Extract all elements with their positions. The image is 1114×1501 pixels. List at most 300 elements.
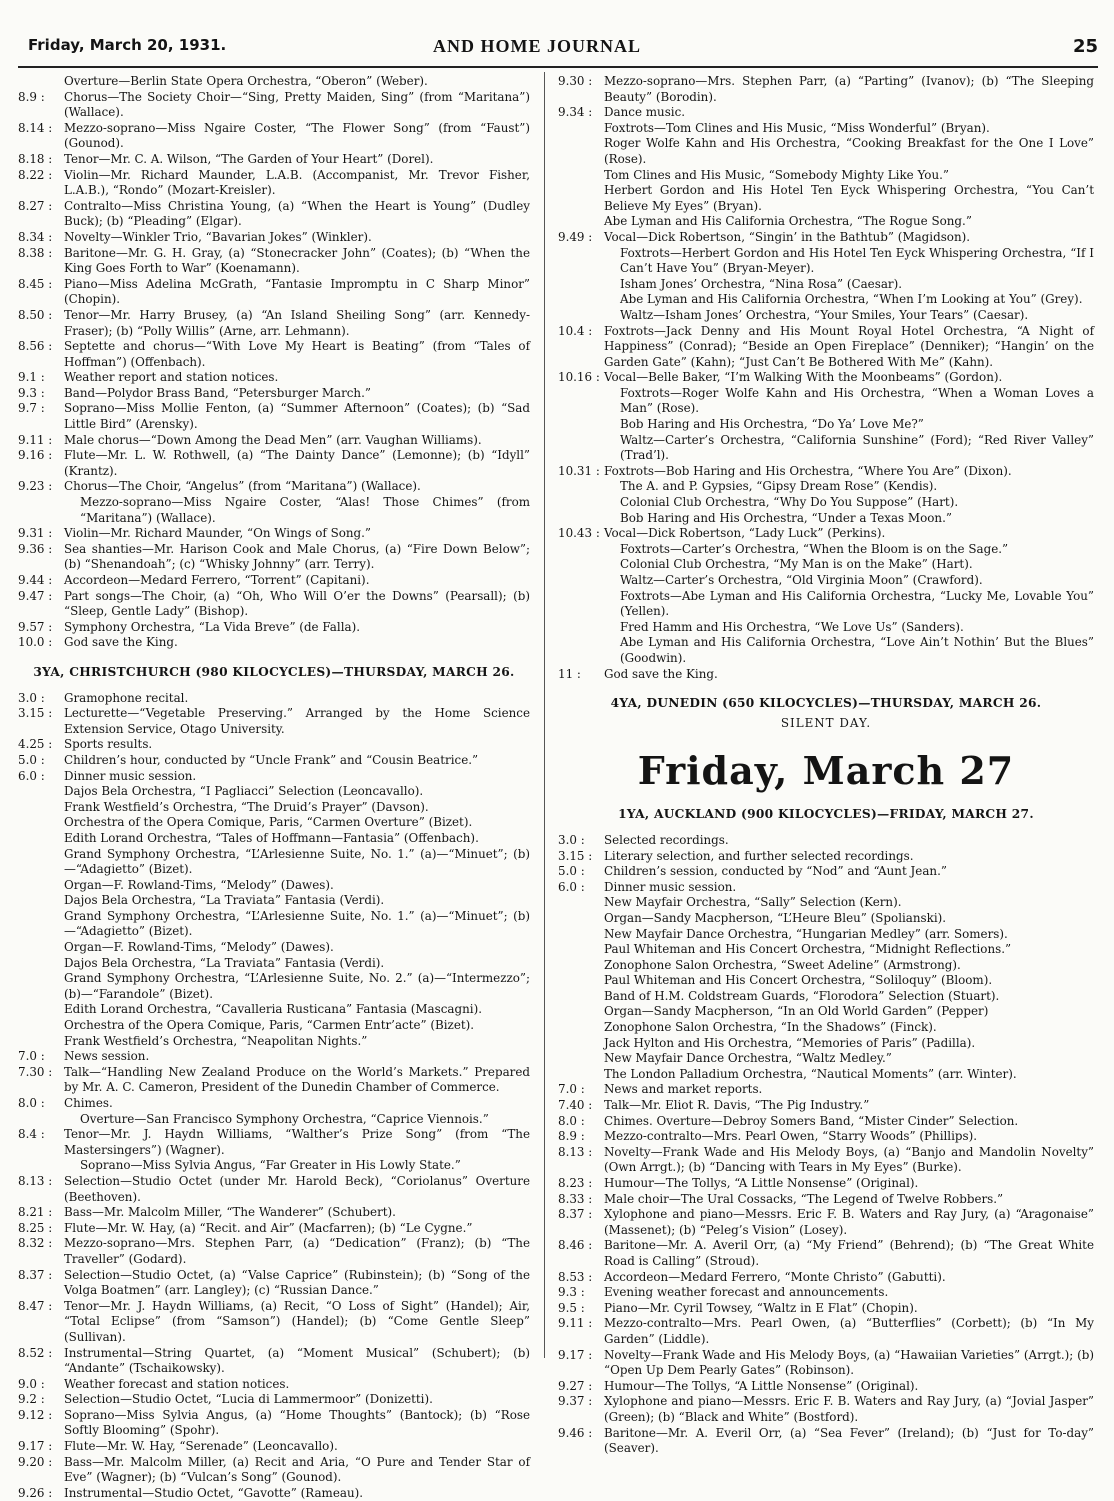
entry-time: 8.21 :	[18, 1205, 53, 1220]
entry-text	[602, 1316, 1094, 1347]
music-item	[558, 214, 1094, 230]
entry-line: Violin—Mr. Richard Maunder, L.A.B. (Accompanist, Mr. Trevor Fisher, L.A.B.), “Rondo” (Mozart-Kreisler).	[64, 167, 530, 198]
program-entry	[18, 90, 530, 121]
entry-line: Talk—“Handling New Zealand Produce on the World’s Markets.” Prepared by Mr. A. C. Cameron, President of the Dunedin Chamber of Commerce.	[64, 1064, 530, 1095]
program-entry	[18, 246, 530, 277]
left-dinner-music-list	[18, 784, 530, 1049]
entry-text	[62, 386, 530, 402]
music-item	[558, 1067, 1094, 1083]
entry-text	[602, 370, 1094, 464]
program-entry	[558, 1285, 1094, 1301]
program-entry	[18, 308, 530, 339]
entry-line: Instrumental—String Quartet, (a) “Moment Musical” (Schubert); (b) “Andante” (Tschaikowsky).	[64, 1345, 530, 1376]
entry-text	[602, 1285, 1094, 1301]
music-item-text: Organ—Sandy Macpherson, “L’Heure Bleu” (Spolianski).	[604, 910, 947, 925]
entry-time: 8.27 :	[18, 198, 53, 213]
music-item	[558, 121, 1094, 137]
entry-time: 10.0 :	[18, 635, 53, 650]
program-entry	[18, 121, 530, 152]
entry-line: Chimes.	[64, 1096, 113, 1110]
entry-text	[62, 308, 530, 339]
program-entry	[558, 1207, 1094, 1238]
entry-line: Foxtrots—Jack Denny and His Mount Royal Hotel Orchestra, “A Night of Happiness” (Conrad); “Beside an Open Fireplace” (Denniker); “Hangin’ on the Garden Gate” (Kahn); “Just Can’t Be Bothered With Me” (Kahn).	[604, 323, 1094, 369]
entry-time: 8.9 :	[18, 89, 45, 104]
entry-time: 8.25 :	[18, 1220, 53, 1235]
program-entry	[18, 691, 530, 707]
music-item-text: Paul Whiteman and His Concert Orchestra, “Soliloquy” (Bloom).	[604, 973, 993, 988]
entry-time: 9.0 :	[18, 1376, 45, 1391]
entry-time: 3.0 :	[558, 832, 585, 847]
program-entry	[558, 1379, 1094, 1395]
entry-text	[602, 74, 1094, 105]
program-entry	[18, 526, 530, 542]
program-entry	[18, 1268, 530, 1299]
music-item	[18, 971, 530, 1002]
entry-text	[62, 1127, 530, 1174]
entry-line: Male choir—The Ural Cossacks, “The Legend of Twelve Robbers.”	[604, 1191, 1004, 1206]
entry-time: 8.18 :	[18, 151, 53, 166]
entry-line: Foxtrots—Carter’s Orchestra, “When the Bloom is on the Sage.”	[620, 541, 1009, 556]
entry-text	[62, 168, 530, 199]
entry-text	[602, 1270, 1094, 1286]
entry-time: 9.44 :	[18, 573, 53, 587]
entry-text	[62, 635, 530, 651]
music-item	[18, 815, 530, 831]
entry-time: 9.2 :	[18, 1392, 45, 1407]
entry-line: Mezzo-soprano—Miss Ngaire Coster, “Alas! Those Chimes” (from “Maritana”) (Wallace).	[80, 495, 530, 525]
music-item	[18, 956, 530, 972]
entry-line: Septette and chorus—“With Love My Heart is Beating” (from “Tales of Hoffman”) (Offenbach).	[64, 339, 530, 369]
entry-time: 7.40 :	[558, 1098, 593, 1113]
right-program-block-3	[558, 833, 1094, 895]
entry-time: 7.0 :	[18, 1049, 45, 1064]
entry-time: 9.17 :	[558, 1347, 593, 1362]
entry-text	[62, 526, 530, 542]
entry-text	[602, 1207, 1094, 1238]
entry-time: 9.17 :	[18, 1439, 53, 1454]
entry-line: Novelty—Frank Wade and His Melody Boys, (a) “Hawaiian Varieties” (Arrgt.); (b) “Open Up Dem Pearly Gates” (Robinson).	[604, 1347, 1094, 1378]
entry-time: 8.45 :	[18, 276, 53, 291]
entry-line: Children’s hour, conducted by “Uncle Frank” and “Cousin Beatrice.”	[64, 752, 479, 767]
music-item-text: Grand Symphony Orchestra, “L’Arlesienne Suite, No. 1.” (a)—“Minuet”; (b)—“Adagietto” (Bizet).	[64, 846, 530, 877]
program-entry	[558, 1098, 1094, 1114]
music-item-text: Dajos Bela Orchestra, “I Pagliacci” Selection (Leoncavallo).	[64, 784, 424, 799]
program-entry	[18, 1408, 530, 1439]
issue-date: Friday, March 20, 1931.	[28, 36, 227, 54]
program-entry	[558, 1238, 1094, 1269]
music-item	[558, 1004, 1094, 1020]
entry-time: 8.9 :	[558, 1129, 585, 1144]
music-item-text: New Mayfair Dance Orchestra, “Hungarian Medley” (arr. Somers).	[604, 926, 1008, 941]
entry-line: Tenor—Mr. C. A. Wilson, “The Garden of Your Heart” (Dorel).	[64, 151, 434, 166]
music-item	[18, 1018, 530, 1034]
entry-text	[602, 833, 1094, 849]
entry-time: 8.22 :	[18, 167, 53, 182]
entry-line: Baritone—Mr. A. Everil Orr, (a) “Sea Fever” (Ireland); (b) “Just for To-day” (Seaver).	[604, 1425, 1094, 1456]
music-item-text: Orchestra of the Opera Comique, Paris, “Carmen Entr’acte” (Bizet).	[64, 1018, 475, 1033]
program-entry	[18, 479, 530, 526]
entry-text	[62, 1377, 530, 1393]
entry-line: Abe Lyman and His California Orchestra, “When I’m Looking at You” (Grey).	[620, 292, 1083, 307]
entry-text	[62, 573, 530, 589]
entry-time: 9.47 :	[18, 588, 53, 603]
entry-time: 9.46 :	[558, 1425, 593, 1440]
program-entry	[558, 1270, 1094, 1286]
entry-time: 6.0 :	[18, 768, 45, 783]
music-item	[558, 136, 1094, 167]
entry-line: Weather forecast and station notices.	[64, 1376, 290, 1391]
entry-text	[602, 230, 1094, 324]
right-dance-music-list	[558, 121, 1094, 230]
music-item-text: Tom Clines and His Music, “Somebody Mighty Like You.”	[604, 167, 949, 182]
entry-text	[62, 706, 530, 737]
entry-text	[602, 880, 1094, 896]
entry-line: Symphony Orchestra, “La Vida Breve” (de Falla).	[64, 619, 361, 634]
entry-text	[62, 121, 530, 152]
entry-time: 9.31 :	[18, 526, 53, 541]
program-entry	[558, 1082, 1094, 1098]
entry-text	[62, 199, 530, 230]
program-entry	[18, 769, 530, 785]
music-item-text: Herbert Gordon and His Hotel Ten Eyck Whispering Orchestra, “You Can’t Believe My Eyes” (Bryan).	[604, 183, 1094, 213]
entry-line: News session.	[64, 1049, 150, 1064]
entry-text	[602, 849, 1094, 865]
entry-line: Bass—Mr. Malcolm Miller, (a) Recit and Aria, “O Pure and Tender Star of Eve” (Wagner); (b) “Vulcan’s Song” (Gounod).	[64, 1454, 530, 1485]
program-entry	[18, 1205, 530, 1221]
entry-line: Piano—Mr. Cyril Towsey, “Waltz in E Flat” (Chopin).	[604, 1300, 918, 1315]
music-item	[18, 878, 530, 894]
right-program-block-4	[558, 1082, 1094, 1456]
music-item	[18, 1034, 530, 1050]
journal-title: AND HOME JOURNAL	[433, 36, 641, 56]
right-program-block-1	[558, 74, 1094, 121]
program-entry	[558, 1426, 1094, 1457]
entry-line: Gramophone recital.	[64, 690, 189, 705]
entry-line: Lecturette—“Vegetable Preserving.” Arranged by the Home Science Extension Service, Otago University.	[64, 706, 530, 736]
entry-text	[62, 74, 530, 90]
entry-line: Xylophone and piano—Messrs. Eric F. B. Waters and Ray Jury, (a) “Aragonaise” (Massenet); (b) “Peleg’s Vision” (Losey).	[604, 1207, 1094, 1237]
entry-line: Tenor—Mr. J. Haydn Williams, (a) Recit, “O Loss of Sight” (Handel); Air, “Total Eclipse” (from “Samson”) (Handel); (b) “Come Gentle Sleep” (Sullivan).	[64, 1298, 530, 1344]
entry-line: Waltz—Carter’s Orchestra, “California Sunshine” (Ford); “Red River Valley” (Trad’l).	[620, 432, 1094, 463]
entry-line: Chimes. Overture—Debroy Somers Band, “Mister Cinder” Selection.	[604, 1113, 1019, 1128]
entry-time: 8.53 :	[558, 1269, 593, 1284]
entry-text	[62, 1268, 530, 1299]
day-title: Friday, March 27	[637, 748, 1015, 794]
program-entry	[18, 1486, 530, 1501]
entry-line: Soprano—Miss Mollie Fenton, (a) “Summer Afternoon” (Coates); (b) “Sad Little Bird” (Arensky).	[64, 401, 530, 432]
entry-line: God save the King.	[604, 666, 718, 681]
entry-line: Colonial Club Orchestra, “Why Do You Suppose” (Hart).	[620, 495, 959, 510]
entry-time: 8.32 :	[18, 1236, 53, 1251]
entry-line: Male chorus—“Down Among the Dead Men” (arr. Vaughan Williams).	[64, 432, 482, 447]
program-entry	[558, 370, 1094, 464]
entry-time: 9.12 :	[18, 1407, 53, 1422]
entry-text	[602, 1129, 1094, 1145]
entry-line: Bass—Mr. Malcolm Miller, “The Wanderer” (Schubert).	[64, 1205, 396, 1220]
entry-time: 11 :	[558, 666, 581, 681]
entry-text	[62, 277, 530, 308]
entry-line: Weather report and station notices.	[64, 370, 279, 385]
entry-line: Foxtrots—Roger Wolfe Kahn and His Orchestra, “When a Woman Loves a Man” (Rose).	[620, 385, 1094, 416]
entry-text	[62, 1236, 530, 1267]
entry-line: Flute—Mr. W. Hay, “Serenade” (Leoncavallo).	[64, 1439, 338, 1454]
program-entry	[18, 1127, 530, 1174]
left-program-block-2	[18, 691, 530, 785]
program-entry	[558, 667, 1094, 683]
program-entry	[558, 849, 1094, 865]
entry-text	[62, 433, 530, 449]
program-entry	[18, 542, 530, 573]
program-entry	[18, 168, 530, 199]
program-entry	[18, 589, 530, 620]
entry-line: Isham Jones’ Orchestra, “Nina Rosa” (Caesar).	[620, 276, 903, 291]
entry-text	[602, 1098, 1094, 1114]
entry-time: 9.7 :	[18, 401, 45, 416]
entry-time: 8.34 :	[18, 229, 53, 244]
music-item-text: New Mayfair Dance Orchestra, “Waltz Medley.”	[604, 1051, 892, 1066]
entry-line: Tenor—Mr. J. Haydn Williams, “Walther’s Prize Song” (from “The Mastersingers”) (Wagner).	[64, 1127, 530, 1157]
entry-text	[602, 324, 1094, 371]
entry-time: 9.49 :	[558, 229, 593, 244]
entry-line: Violin—Mr. Richard Maunder, “On Wings of Song.”	[64, 526, 372, 541]
entry-time: 9.37 :	[558, 1394, 593, 1409]
entry-line: Selection—Studio Octet (under Mr. Harold Beck), “Coriolanus” Overture (Beethoven).	[64, 1173, 530, 1204]
music-item-text: Frank Westfield’s Orchestra, “The Druid’s Prayer” (Davson).	[64, 799, 429, 814]
music-item	[558, 1051, 1094, 1067]
entry-line: Children’s session, conducted by “Nod” and “Aunt Jean.”	[604, 864, 947, 879]
entry-line: Flute—Mr. W. Hay, (a) “Recit. and Air” (Macfarren); (b) “Le Cygne.”	[64, 1220, 473, 1235]
header-rule	[18, 66, 1098, 68]
music-item-text: Zonophone Salon Orchestra, “Sweet Adeline” (Armstrong).	[604, 957, 961, 972]
entry-line: Selection—Studio Octet, “Lucia di Lammermoor” (Donizetti).	[64, 1392, 433, 1407]
music-item	[18, 909, 530, 940]
entry-line: Vocal—Dick Robertson, “Singin’ in the Bathtub” (Magidson).	[604, 229, 971, 244]
right-column	[558, 74, 1094, 1457]
entry-line: Mezzo-contralto—Mrs. Pearl Owen, (a) “Butterflies” (Corbett); (b) “In My Garden” (Liddle).	[604, 1316, 1094, 1346]
entry-line: Literary selection, and further selected recordings.	[604, 848, 914, 863]
entry-text	[62, 1486, 530, 1501]
program-entry	[558, 1129, 1094, 1145]
program-entry	[18, 230, 530, 246]
entry-line: The A. and P. Gypsies, “Gipsy Dream Rose” (Kendis).	[620, 479, 938, 494]
entry-time: 8.50 :	[18, 307, 53, 322]
music-item-text: Organ—Sandy Macpherson, “In an Old World Garden” (Pepper)	[604, 1004, 989, 1019]
program-entry	[18, 370, 530, 386]
music-item-text: Abe Lyman and His California Orchestra, “The Rogue Song.”	[604, 214, 972, 229]
entry-text	[62, 90, 530, 121]
program-entry	[18, 1236, 530, 1267]
program-entry	[18, 573, 530, 589]
entry-text	[62, 589, 530, 620]
entry-line: Baritone—Mr. G. H. Gray, (a) “Stonecracker John” (Coates); (b) “When the King Goes Forth to War” (Koenamann).	[64, 245, 530, 276]
entry-line: Bob Haring and His Orchestra, “Do Ya’ Love Me?”	[620, 417, 924, 432]
entry-line: Part songs—The Choir, (a) “Oh, Who Will O’er the Downs” (Pearsall); (b) “Sleep, Gentle Lady” (Bishop).	[64, 588, 530, 619]
entry-line: News and market reports.	[604, 1082, 763, 1097]
program-entry	[18, 1096, 530, 1127]
music-item	[558, 973, 1094, 989]
entry-text	[62, 620, 530, 636]
music-item	[558, 1020, 1094, 1036]
entry-text	[602, 1301, 1094, 1317]
music-item-text: Jack Hylton and His Orchestra, “Memories of Paris” (Padilla).	[604, 1035, 976, 1050]
program-entry	[558, 105, 1094, 121]
music-item-text: Edith Lorand Orchestra, “Tales of Hoffmann—Fantasia” (Offenbach).	[64, 830, 479, 845]
entry-text	[602, 526, 1094, 666]
program-entry	[558, 1316, 1094, 1347]
entry-line: Waltz—Carter’s Orchestra, “Old Virginia Moon” (Crawford).	[620, 573, 983, 587]
entry-time: 9.5 :	[558, 1300, 585, 1315]
entry-text	[62, 542, 530, 573]
entry-line: Waltz—Isham Jones’ Orchestra, “Your Smiles, Your Tears” (Caesar).	[620, 307, 1029, 322]
program-entry	[558, 1301, 1094, 1317]
entry-line: Overture—San Francisco Symphony Orchestra, “Caprice Viennois.”	[80, 1111, 489, 1126]
entry-line: Contralto—Miss Christina Young, (a) “When the Heart is Young” (Dudley Buck); (b) “Pleading” (Elgar).	[64, 198, 530, 229]
left-program-block-3	[18, 1049, 530, 1501]
entry-text	[62, 230, 530, 246]
entry-time: 10.31 :	[558, 463, 600, 478]
music-item-text: Frank Westfield’s Orchestra, “Neapolitan Nights.”	[64, 1033, 368, 1048]
entry-line: Overture—Berlin State Opera Orchestra, “Oberon” (Weber).	[64, 74, 428, 88]
entry-time: 9.30 :	[558, 74, 593, 88]
entry-text	[62, 1096, 530, 1127]
entry-line: Foxtrots—Herbert Gordon and His Hotel Ten Eyck Whispering Orchestra, “If I Can’t Have You” (Bryan-Meyer).	[620, 245, 1094, 276]
entry-time: 8.56 :	[18, 339, 53, 354]
entry-time: 8.13 :	[558, 1144, 593, 1159]
entry-line: Sea shanties—Mr. Harison Cook and Male Chorus, (a) “Fire Down Below”; (b) “Shenandoah”; (c) “Whisky Johnny” (arr. Terry).	[64, 541, 530, 572]
entry-text	[62, 753, 530, 769]
entry-line: Instrumental—Studio Octet, “Gavotte” (Rameau).	[64, 1485, 364, 1500]
entry-time: 8.37 :	[558, 1207, 593, 1222]
program-entry	[18, 1439, 530, 1455]
program-entry	[558, 74, 1094, 105]
music-item	[18, 893, 530, 909]
music-item	[558, 183, 1094, 214]
entry-text	[62, 1439, 530, 1455]
page-number: 25	[1072, 36, 1098, 57]
program-entry	[558, 880, 1094, 896]
entry-line: Mezzo-soprano—Miss Ngaire Coster, “The Flower Song” (from “Faust”) (Gounod).	[64, 120, 530, 151]
entry-time: 10.4 :	[558, 323, 593, 338]
entry-text	[602, 1176, 1094, 1192]
station-heading-1ya: 1YA, AUCKLAND (900 KILOCYCLES)—FRIDAY, MARCH 27.	[618, 807, 1034, 822]
program-entry	[18, 706, 530, 737]
entry-time: 6.0 :	[558, 879, 585, 894]
program-entry	[18, 1346, 530, 1377]
entry-time: 3.15 :	[558, 848, 593, 863]
entry-text	[62, 1408, 530, 1439]
music-item-text: Zonophone Salon Orchestra, “In the Shadows” (Finck).	[604, 1020, 937, 1035]
music-item	[558, 895, 1094, 911]
entry-text	[602, 1394, 1094, 1425]
entry-time: 8.38 :	[18, 245, 53, 260]
entry-text	[602, 464, 1094, 526]
program-entry	[558, 230, 1094, 324]
entry-line: Abe Lyman and His California Orchestra, “Love Ain’t Nothin’ But the Blues” (Goodwin).	[620, 635, 1094, 665]
entry-time: 8.23 :	[558, 1176, 593, 1190]
music-item-text: Roger Wolfe Kahn and His Orchestra, “Cooking Breakfast for the One I Love” (Rose).	[604, 136, 1094, 166]
entry-time: 9.3 :	[558, 1285, 585, 1300]
entry-time: 8.0 :	[18, 1096, 45, 1110]
program-entry	[18, 386, 530, 402]
entry-time: 3.15 :	[18, 706, 53, 721]
entry-text	[62, 1221, 530, 1237]
music-item-text: Edith Lorand Orchestra, “Cavalleria Rusticana” Fantasia (Mascagni).	[64, 1002, 482, 1017]
program-entry	[18, 448, 530, 479]
program-entry	[18, 1392, 530, 1408]
music-item-text: Foxtrots—Tom Clines and His Music, “Miss Wonderful” (Bryan).	[604, 120, 990, 135]
entry-time: 9.23 :	[18, 479, 53, 494]
entry-time: 9.11 :	[18, 432, 53, 447]
entry-line: Flute—Mr. L. W. Rothwell, (a) “The Dainty Dance” (Lemonne); (b) “Idyll” (Krantz).	[64, 448, 530, 478]
entry-time: 8.13 :	[18, 1173, 53, 1188]
music-item	[558, 168, 1094, 184]
entry-text	[602, 1379, 1094, 1395]
entry-line: Accordeon—Medard Ferrero, “Torrent” (Capitani).	[64, 573, 370, 587]
music-item	[18, 940, 530, 956]
music-item-text: Grand Symphony Orchestra, “L’Arlesienne Suite, No. 1.” (a)—“Minuet”; (b)—“Adagietto” (Bizet).	[64, 908, 530, 939]
entry-time: 8.47 :	[18, 1298, 53, 1313]
entry-time: 8.14 :	[18, 120, 53, 135]
entry-text	[602, 1145, 1094, 1176]
music-item	[18, 847, 530, 878]
column-divider	[544, 72, 545, 1358]
entry-line: Bob Haring and His Orchestra, “Under a Texas Moon.”	[620, 510, 952, 525]
entry-line: Novelty—Winkler Trio, “Bavarian Jokes” (Winkler).	[64, 229, 372, 244]
entry-line: Talk—Mr. Eliot R. Davis, “The Pig Industry.”	[604, 1098, 870, 1113]
entry-text	[62, 479, 530, 526]
music-item-text: The London Palladium Orchestra, “Nautical Moments” (arr. Winter).	[604, 1066, 1017, 1081]
program-entry	[18, 1455, 530, 1486]
program-entry	[558, 324, 1094, 371]
program-entry	[18, 401, 530, 432]
music-item	[558, 958, 1094, 974]
program-entry	[558, 464, 1094, 526]
program-entry	[18, 635, 530, 651]
music-item	[18, 831, 530, 847]
entry-line: Dinner music session.	[64, 768, 197, 783]
entry-line: Tenor—Mr. Harry Brusey, (a) “An Island Sheiling Song” (arr. Kennedy-Fraser); (b) “Polly Willis” (Arne, arr. Lehmann).	[64, 307, 530, 338]
entry-line: Humour—The Tollys, “A Little Nonsense” (Original).	[604, 1378, 919, 1393]
entry-time: 5.0 :	[558, 864, 585, 879]
entry-line: Colonial Club Orchestra, “My Man is on the Make” (Hart).	[620, 557, 973, 572]
music-item-text: New Mayfair Orchestra, “Sally” Selection (Kern).	[604, 895, 902, 910]
music-item-text: Orchestra of the Opera Comique, Paris, “Carmen Overture” (Bizet).	[64, 815, 473, 830]
program-entry	[18, 433, 530, 449]
entry-text	[62, 1205, 530, 1221]
entry-time: 9.11 :	[558, 1316, 593, 1331]
entry-time: 9.3 :	[18, 385, 45, 400]
entry-text	[602, 864, 1094, 880]
entry-time: 5.0 :	[18, 752, 45, 767]
program-entry	[18, 1174, 530, 1205]
program-entry	[18, 152, 530, 168]
entry-text	[62, 1455, 530, 1486]
program-entry	[558, 1394, 1094, 1425]
music-item-text: Grand Symphony Orchestra, “L’Arlesienne Suite, No. 2.” (a)—“Intermezzo”; (b)—“Farandole” (Bizet).	[64, 971, 530, 1001]
entry-line: Soprano—Miss Sylvia Angus, “Far Greater in His Lowly State.”	[80, 1158, 461, 1173]
entry-text	[62, 1392, 530, 1408]
entry-line: Xylophone and piano—Messrs. Eric F. B. Waters and Ray Jury, (a) “Jovial Jasper” (Green); (b) “Black and White” (Bostford).	[604, 1394, 1094, 1424]
entry-line: Soprano—Miss Sylvia Angus, (a) “Home Thoughts” (Bantock); (b) “Rose Softly Blooming” (Spohr).	[64, 1407, 530, 1438]
music-item	[18, 1002, 530, 1018]
entry-text	[62, 737, 530, 753]
entry-line: Chorus—The Choir, “Angelus” (from “Maritana”) (Wallace).	[64, 479, 421, 494]
program-entry	[18, 1377, 530, 1393]
entry-time: 7.0 :	[558, 1082, 585, 1097]
entry-time: 8.4 :	[18, 1127, 45, 1142]
entry-text	[602, 1192, 1094, 1208]
entry-line: Evening weather forecast and announcements.	[604, 1285, 889, 1300]
